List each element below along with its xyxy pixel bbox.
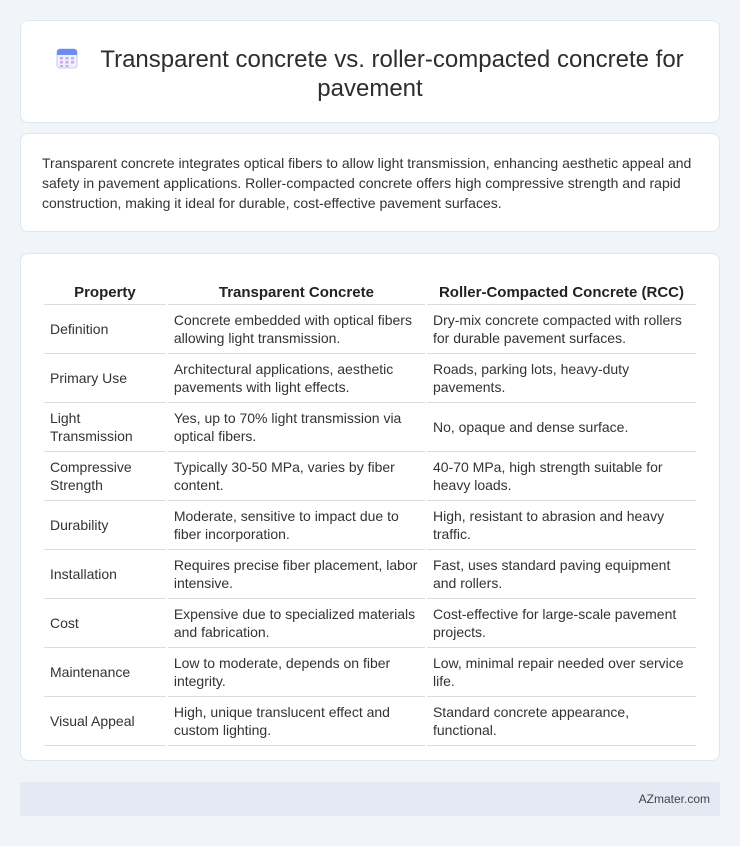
table-row	[44, 452, 696, 501]
row-property: Definition	[44, 305, 166, 354]
row-transparent: Moderate, sensitive to impact due to fiber incorporation.	[168, 501, 425, 550]
table-row	[44, 305, 696, 354]
page-title-wrap	[21, 45, 719, 103]
row-transparent: Concrete embedded with optical fibers allowing light transmission.	[168, 305, 425, 354]
row-rcc: 40-70 MPa, high strength suitable for heavy loads.	[427, 452, 696, 501]
comparison-card	[20, 253, 720, 761]
footer-brand-link[interactable]: AZmater.com	[638, 792, 710, 806]
row-transparent: Yes, up to 70% light transmission via optical fibers.	[168, 403, 425, 452]
table-row	[44, 550, 696, 599]
row-transparent: Architectural applications, aesthetic pavements with light effects.	[168, 354, 425, 403]
row-property: Durability	[44, 501, 166, 550]
comparison-table	[42, 273, 698, 746]
title-card	[20, 20, 720, 123]
row-rcc: Roads, parking lots, heavy-duty pavements.	[427, 354, 696, 403]
header-rcc: Roller-Compacted Concrete (RCC)	[427, 273, 696, 305]
table-row	[44, 354, 696, 403]
row-property: Installation	[44, 550, 166, 599]
row-rcc: Cost-effective for large-scale pavement projects.	[427, 599, 696, 648]
row-transparent: Requires precise fiber placement, labor intensive.	[168, 550, 425, 599]
row-property: Compressive Strength	[44, 452, 166, 501]
row-property: Primary Use	[44, 354, 166, 403]
intro-text: Transparent concrete integrates optical fibers to allow light transmission, enhancing aesthetic appeal and safety in pavement applications. Roller-compacted concrete offers high compressive strength and rapid construction, making it ideal for durable, cost-effective pavement surfaces.	[42, 155, 692, 211]
row-rcc: Low, minimal repair needed over service life.	[427, 648, 696, 697]
row-property: Cost	[44, 599, 166, 648]
table-row	[44, 501, 696, 550]
row-transparent: High, unique translucent effect and custom lighting.	[168, 697, 425, 746]
row-transparent: Low to moderate, depends on fiber integrity.	[168, 648, 425, 697]
row-property: Maintenance	[44, 648, 166, 697]
table-row	[44, 599, 696, 648]
table-header-row	[44, 273, 696, 305]
row-rcc: Fast, uses standard paving equipment and rollers.	[427, 550, 696, 599]
header-transparent: Transparent Concrete	[168, 273, 425, 305]
row-property: Light Transmission	[44, 403, 166, 452]
table-row	[44, 697, 696, 746]
row-transparent: Expensive due to specialized materials and fabrication.	[168, 599, 425, 648]
calendar-icon	[56, 46, 78, 70]
page-title: Transparent concrete vs. roller-compacted concrete for pavement	[100, 46, 684, 102]
row-rcc: High, resistant to abrasion and heavy traffic.	[427, 501, 696, 550]
table-row	[44, 648, 696, 697]
row-rcc: No, opaque and dense surface.	[427, 403, 696, 452]
intro-card	[20, 133, 720, 232]
row-transparent: Typically 30-50 MPa, varies by fiber content.	[168, 452, 425, 501]
table-row	[44, 403, 696, 452]
footer-bar	[20, 782, 720, 816]
row-property: Visual Appeal	[44, 697, 166, 746]
header-property: Property	[44, 273, 166, 305]
row-rcc: Dry-mix concrete compacted with rollers for durable pavement surfaces.	[427, 305, 696, 354]
row-rcc: Standard concrete appearance, functional.	[427, 697, 696, 746]
